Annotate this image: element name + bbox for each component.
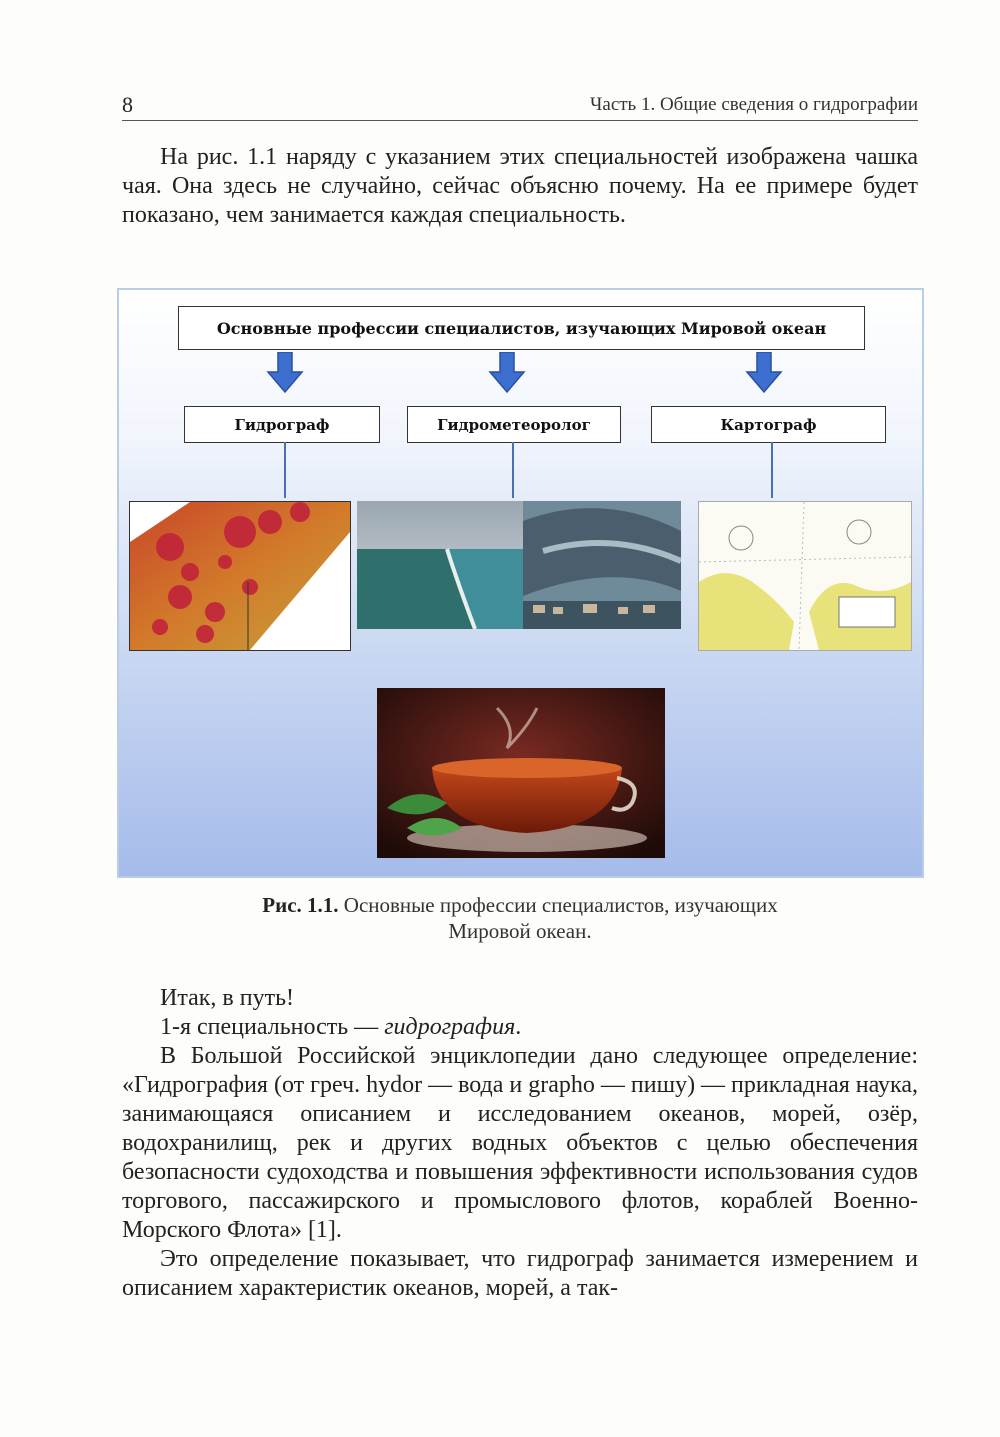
arrow-down-icon — [745, 352, 783, 394]
profession-box-cartographer: Картограф — [651, 406, 886, 443]
bathymetry-map-image — [129, 501, 351, 651]
body-paragraph: Это определение показывает, что гидрограф занимается измерением и описанием характеристик океанов, морей, а так- — [122, 1246, 918, 1301]
arrow-down-icon — [488, 352, 526, 394]
running-head: Часть 1. Общие сведения о гидрографии — [590, 94, 918, 115]
body-paragraph — [122, 1013, 918, 1042]
connector-line — [771, 442, 773, 498]
figure-caption — [122, 892, 918, 944]
nautical-chart-image — [698, 501, 912, 651]
body-paragraph: В Большой Российской энциклопедии дано следующее определение: «Гидрография (от греч. hydor — вода и grapho — пишу) — прикладная наука, занимающаяся описанием и исследованием океанов, морей, озёр, водохранилищ, рек и других водных объектов с целью обеспечения безопасности судоходства и повышения эффективности использования судов торгового, пассажирского и промыслового флотов, кораблей Военно-Морского Флота» [1]. — [122, 1043, 919, 1243]
figure — [117, 288, 924, 878]
body-paragraph: Итак, в путь! — [160, 985, 295, 1011]
profession-box-hydrometeorologist: Гидрометеоролог — [407, 406, 621, 443]
arrow-down-icon — [266, 352, 304, 394]
para-text: . — [515, 1014, 522, 1040]
sea-photo-image — [357, 501, 523, 629]
profession-box-hydrographer: Гидрограф — [184, 406, 380, 443]
connector-line — [284, 442, 286, 498]
caption-text-line2: Мировой океан. — [448, 919, 592, 943]
caption-label: Рис. 1.1. — [262, 893, 339, 917]
connector-line — [512, 442, 514, 498]
caption-text: Основные профессии специалистов, изучающих — [343, 893, 778, 917]
emphasis-term: гидрография — [384, 1014, 516, 1040]
page-number: 8 — [122, 92, 133, 117]
para-text: 1-я специальность — — [160, 1014, 385, 1040]
figure-title-box: Основные профессии специалистов, изучающих Мировой океан — [178, 306, 865, 350]
storm-cloud-image — [523, 501, 681, 629]
intro-paragraph: На рис. 1.1 наряду с указанием этих специальностей изображена чашка чая. Она здесь не случайно, сейчас объясню почему. На ее примере будет показано, чем занимается каждая специальность. — [122, 144, 918, 228]
header-rule — [122, 120, 918, 121]
tea-cup-image — [377, 688, 665, 858]
